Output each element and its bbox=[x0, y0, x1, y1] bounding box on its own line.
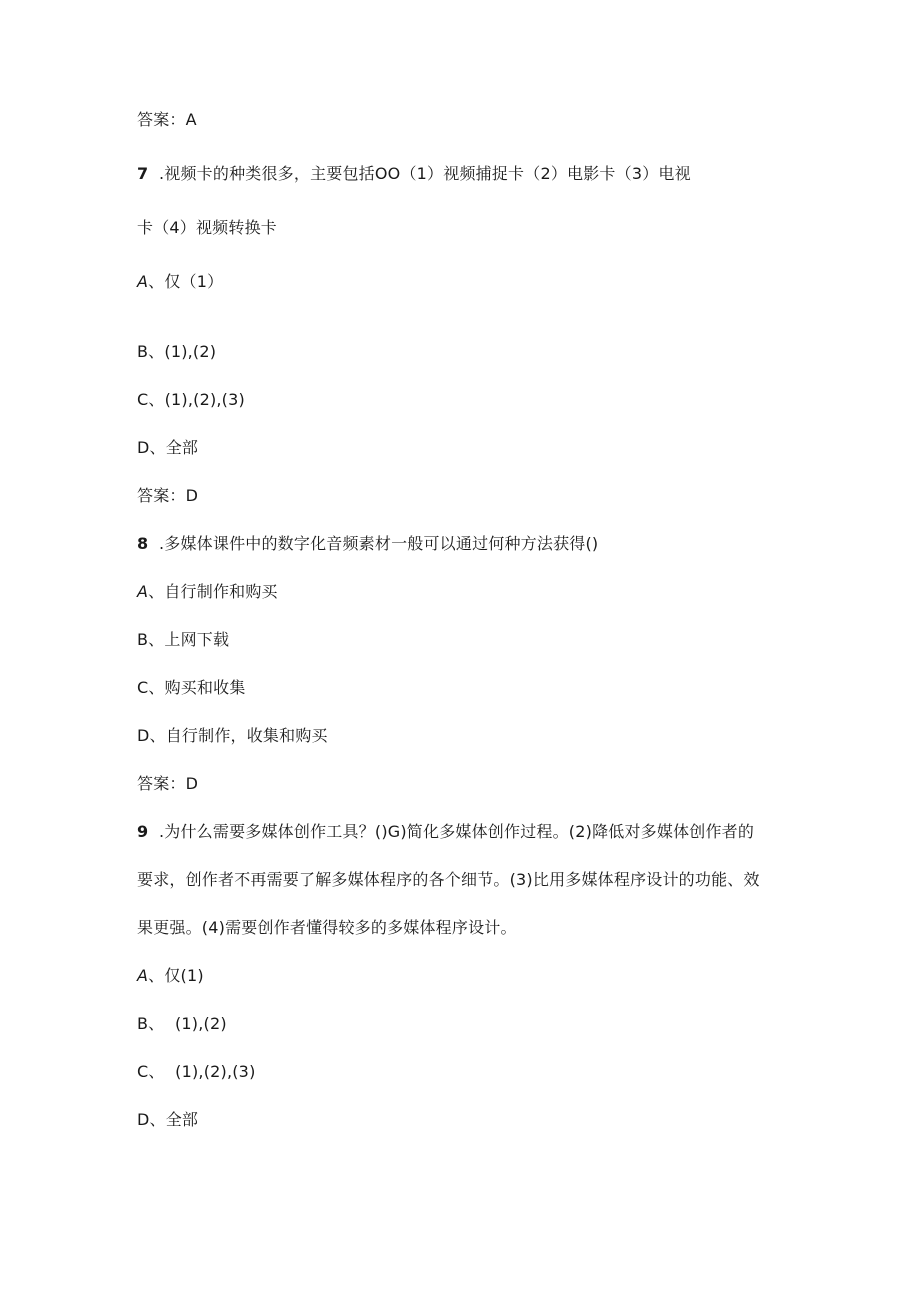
question-8-option-b: B、上网下载 bbox=[137, 630, 230, 649]
question-9-option-a-letter: A bbox=[137, 966, 149, 985]
question-8-option-c: C、购买和收集 bbox=[137, 678, 246, 697]
question-7-option-c: C、(1),(2),(3) bbox=[137, 390, 245, 409]
question-8-option-a-text: 、自行制作和购买 bbox=[148, 582, 278, 601]
question-7-answer: 答案：D bbox=[137, 486, 199, 505]
question-9-option-a bbox=[137, 966, 204, 986]
question-9-line-2: 要求，创作者不再需要了解多媒体程序的各个细节。(3)比用多媒体程序设计的功能、效 bbox=[137, 870, 760, 889]
question-8-option-d: D、自行制作，收集和购买 bbox=[137, 726, 328, 745]
question-8-number: 8 bbox=[137, 534, 149, 553]
question-7-option-a-text: 、仅（1） bbox=[148, 272, 224, 291]
question-9-line-1 bbox=[137, 822, 754, 842]
question-7-number: 7 bbox=[137, 164, 149, 183]
question-7-line-1 bbox=[137, 164, 691, 184]
question-8-line-1 bbox=[137, 534, 598, 554]
question-7-text-1: .视频卡的种类很多，主要包括OO（1）视频捕捉卡（2）电影卡（3）电视 bbox=[159, 164, 691, 183]
question-9-option-d: D、全部 bbox=[137, 1110, 199, 1129]
question-7-option-a-letter: A bbox=[137, 272, 149, 291]
question-9-text-1: .为什么需要多媒体创作工具？()G)简化多媒体创作过程。(2)降低对多媒体创作者的 bbox=[159, 822, 755, 841]
question-7-option-d: D、全部 bbox=[137, 438, 199, 457]
question-9-line-3: 果更强。(4)需要创作者懂得较多的多媒体程序设计。 bbox=[137, 918, 517, 937]
question-9-option-a-text: 、仅(1) bbox=[148, 966, 204, 985]
question-8-text: .多媒体课件中的数字化音频素材一般可以通过何种方法获得() bbox=[159, 534, 599, 553]
question-7-option-a bbox=[137, 272, 223, 292]
question-7-option-b: B、(1),(2) bbox=[137, 342, 217, 361]
question-8-option-a bbox=[137, 582, 278, 602]
question-8-option-a-letter: A bbox=[137, 582, 149, 601]
question-7-line-2: 卡（4）视频转换卡 bbox=[137, 218, 277, 237]
previous-answer: 答案：A bbox=[137, 110, 197, 129]
question-9-number: 9 bbox=[137, 822, 149, 841]
question-8-answer: 答案：D bbox=[137, 774, 199, 793]
question-9-option-c: C、 (1),(2),(3) bbox=[137, 1062, 256, 1081]
question-9-option-b: B、 (1),(2) bbox=[137, 1014, 227, 1033]
